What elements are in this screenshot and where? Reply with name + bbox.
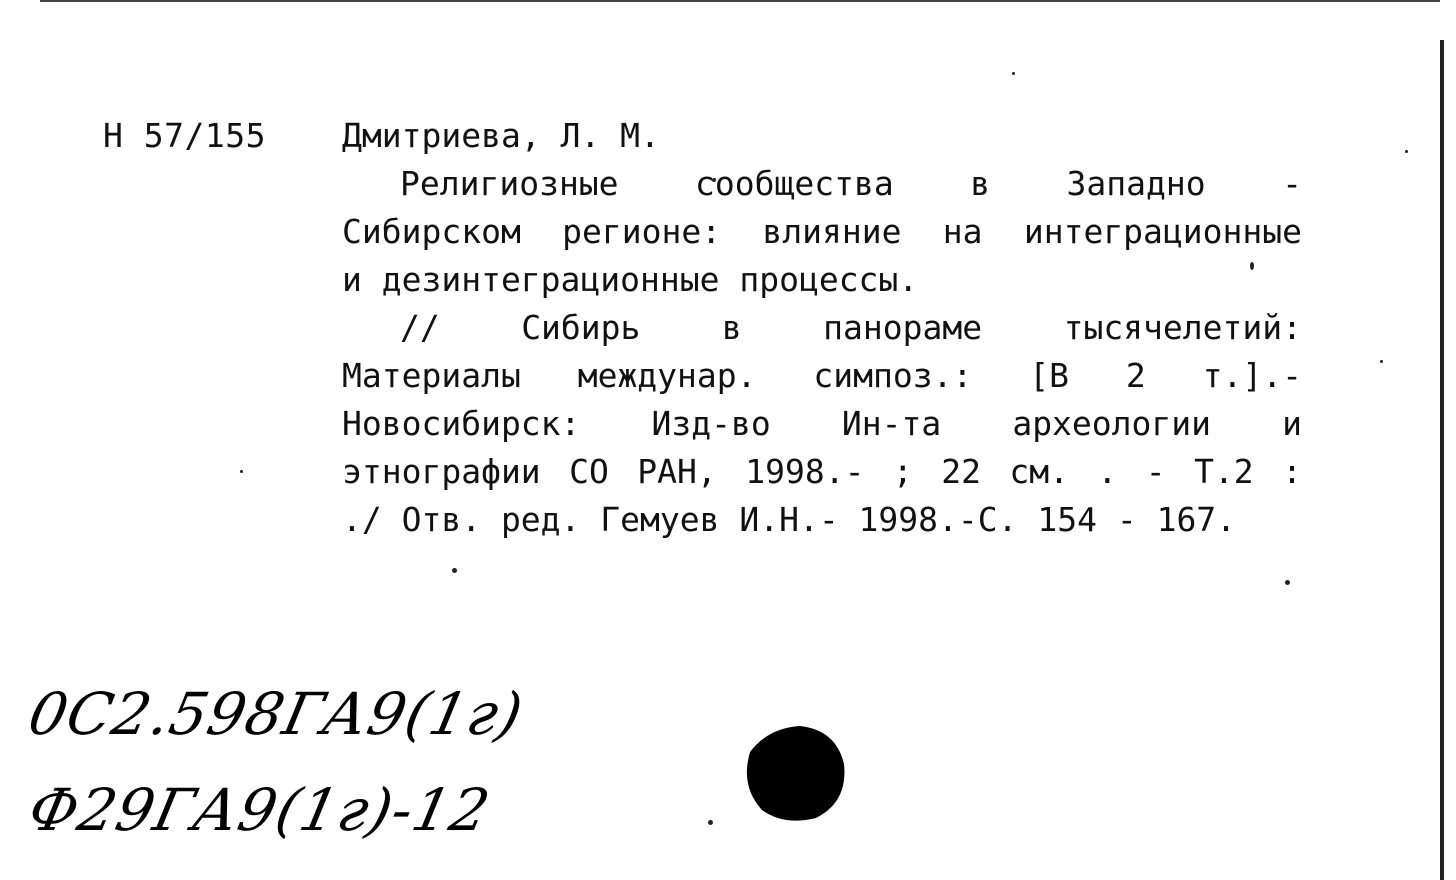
handwritten-classification: Ф29ГА9(1г)-12 [22, 776, 497, 844]
punch-hole [738, 724, 848, 824]
scan-speck [452, 568, 457, 573]
scan-speck [240, 470, 243, 473]
bibliographic-entry [342, 112, 1302, 544]
entry-line: ./ Отв. ред. Гемуев И.Н.- 1998.-С. 154 - 167. [342, 500, 1237, 539]
entry-line: // Сибирь в панораме тысячелетий: [400, 308, 1302, 347]
entry-line: Сибирском регионе: влияние на интеграционные [342, 212, 1302, 251]
entry-line: Новосибирск: Изд-во Ин-та археологии и [342, 404, 1302, 443]
card-top-edge [40, 0, 1440, 2]
entry-line: Религиозные сообщества в Западно - [400, 164, 1302, 203]
scan-speck [1285, 580, 1290, 585]
entry-line: и дезинтеграционные процессы. [342, 260, 919, 299]
card-right-edge [1440, 40, 1444, 880]
handwritten-classification: 0С2.598ГА9(1г) [22, 680, 530, 748]
scan-speck [1405, 150, 1408, 153]
scan-speck [708, 820, 713, 825]
scan-speck [1012, 72, 1015, 75]
scan-speck [1380, 360, 1383, 363]
author-heading: Дмитриева, Л. М. [342, 116, 660, 155]
entry-line: этнографии СО РАН, 1998.- ; 22 см. . - Т.2 : [342, 452, 1302, 491]
entry-line: Материалы междунар. симпоз.: [В 2 т.].- [342, 356, 1302, 395]
shelf-mark: Н 57/155 [103, 116, 266, 155]
